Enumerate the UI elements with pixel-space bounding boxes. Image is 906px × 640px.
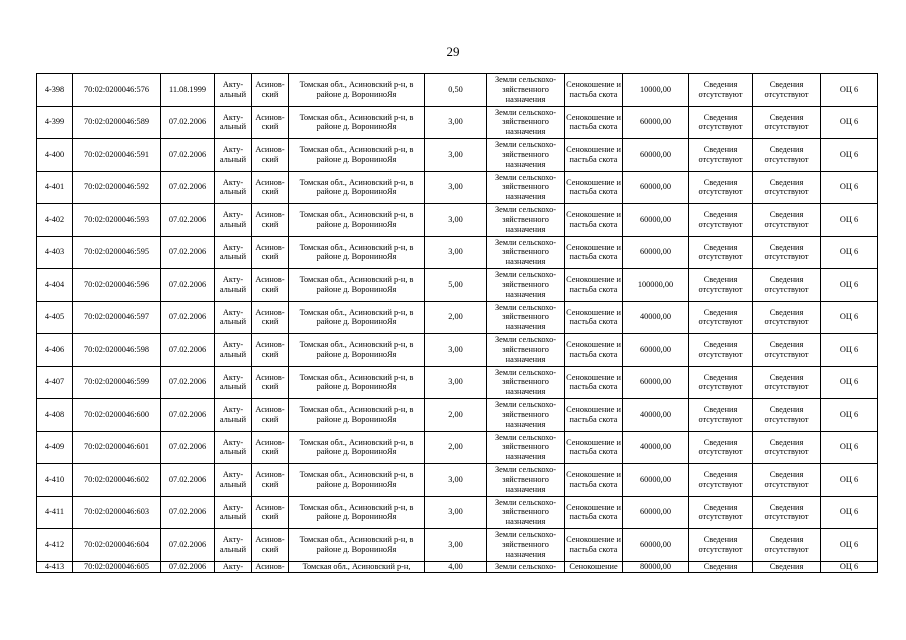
record-number-cell: 4-402 xyxy=(37,204,73,237)
record-status-cell: Акту-альный xyxy=(215,301,252,334)
owner-info-cell: Сведения отсутствуют xyxy=(689,204,753,237)
registration-date-cell: 07.02.2006 xyxy=(161,399,215,432)
district-name-cell: Асинов-ский xyxy=(252,106,289,139)
encumbrance-info-cell: Сведения отсутствуют xyxy=(753,529,821,562)
encumbrance-info-cell: Сведения отсутствуют xyxy=(753,236,821,269)
owner-info-cell: Сведения отсутствуют xyxy=(689,74,753,107)
table-row xyxy=(37,561,878,572)
cadastral-cost-cell: 60000,00 xyxy=(623,366,689,399)
registration-date-cell: 07.02.2006 xyxy=(161,529,215,562)
owner-info-cell: Сведения отсутствуют xyxy=(689,171,753,204)
owner-info-cell: Сведения отсутствуют xyxy=(689,269,753,302)
owner-info-cell: Сведения отсутствуют xyxy=(689,366,753,399)
land-category-cell: Земли сельскохо-зяйственного назначения xyxy=(487,464,565,497)
registration-date-cell: 07.02.2006 xyxy=(161,236,215,269)
valuation-code-cell: ОЦ 6 xyxy=(821,464,878,497)
permitted-use-cell: Сенокошение xyxy=(565,561,623,572)
cadastral-number-cell: 70:02:0200046:576 xyxy=(73,74,161,107)
district-name-cell: Асинов-ский xyxy=(252,171,289,204)
registration-date-cell: 07.02.2006 xyxy=(161,334,215,367)
parcel-area-cell: 3,00 xyxy=(425,496,487,529)
valuation-code-cell: ОЦ 6 xyxy=(821,171,878,204)
parcel-area-cell: 3,00 xyxy=(425,529,487,562)
land-category-cell: Земли сельскохо-зяйственного назначения xyxy=(487,74,565,107)
cadastral-number-cell: 70:02:0200046:593 xyxy=(73,204,161,237)
owner-info-cell: Сведения отсутствуют xyxy=(689,334,753,367)
parcel-address-cell: Томская обл., Асиновский р-н, в районе д. ВоронинoЯя xyxy=(289,171,425,204)
land-category-cell: Земли сельскохо-зяйственного назначения xyxy=(487,236,565,269)
record-status-cell: Акту-альный xyxy=(215,74,252,107)
land-category-cell: Земли сельскохо-зяйственного назначения xyxy=(487,366,565,399)
district-name-cell: Асинов-ский xyxy=(252,366,289,399)
parcel-address-cell: Томская обл., Асиновский р-н, в районе д. ВоронинoЯя xyxy=(289,366,425,399)
parcel-address-cell: Томская обл., Асиновский р-н, в районе д. ВоронинoЯя xyxy=(289,529,425,562)
valuation-code-cell: ОЦ 6 xyxy=(821,301,878,334)
table-row xyxy=(37,464,878,497)
cadastral-cost-cell: 60000,00 xyxy=(623,139,689,172)
encumbrance-info-cell: Сведения отсутствуют xyxy=(753,464,821,497)
permitted-use-cell: Сенокошение и пастьба скота xyxy=(565,334,623,367)
land-category-cell: Земли сельскохо-зяйственного назначения xyxy=(487,139,565,172)
cadastral-cost-cell: 60000,00 xyxy=(623,171,689,204)
district-name-cell: Асинов-ский xyxy=(252,431,289,464)
parcel-area-cell: 3,00 xyxy=(425,106,487,139)
permitted-use-cell: Сенокошение и пастьба скота xyxy=(565,269,623,302)
parcel-area-cell: 3,00 xyxy=(425,204,487,237)
cadastral-number-cell: 70:02:0200046:592 xyxy=(73,171,161,204)
registration-date-cell: 07.02.2006 xyxy=(161,171,215,204)
cadastral-cost-cell: 40000,00 xyxy=(623,431,689,464)
land-category-cell: Земли сельскохо-зяйственного назначения xyxy=(487,496,565,529)
registration-date-cell: 07.02.2006 xyxy=(161,139,215,172)
record-number-cell: 4-401 xyxy=(37,171,73,204)
parcel-address-cell: Томская обл., Асиновский р-н, в районе д. ВоронинoЯя xyxy=(289,204,425,237)
cadastral-cost-cell: 60000,00 xyxy=(623,236,689,269)
owner-info-cell: Сведения отсутствуют xyxy=(689,431,753,464)
registration-date-cell: 07.02.2006 xyxy=(161,269,215,302)
district-name-cell: Асинов-ский xyxy=(252,301,289,334)
record-status-cell: Акту-альный xyxy=(215,496,252,529)
valuation-code-cell: ОЦ 6 xyxy=(821,561,878,572)
owner-info-cell: Сведения отсутствуют xyxy=(689,301,753,334)
table-row xyxy=(37,236,878,269)
cadastral-cost-cell: 40000,00 xyxy=(623,301,689,334)
registration-date-cell: 07.02.2006 xyxy=(161,561,215,572)
table-row xyxy=(37,529,878,562)
encumbrance-info-cell: Сведения отсутствуют xyxy=(753,74,821,107)
parcel-area-cell: 3,00 xyxy=(425,171,487,204)
record-status-cell: Акту-альный xyxy=(215,399,252,432)
cadastral-number-cell: 70:02:0200046:602 xyxy=(73,464,161,497)
land-category-cell: Земли сельскохо-зяйственного назначения xyxy=(487,269,565,302)
cadastral-cost-cell: 80000,00 xyxy=(623,561,689,572)
district-name-cell: Асинов-ский xyxy=(252,496,289,529)
valuation-code-cell: ОЦ 6 xyxy=(821,334,878,367)
district-name-cell: Асинов-ский xyxy=(252,464,289,497)
valuation-code-cell: ОЦ 6 xyxy=(821,139,878,172)
record-number-cell: 4-413 xyxy=(37,561,73,572)
parcel-area-cell: 3,00 xyxy=(425,366,487,399)
permitted-use-cell: Сенокошение и пастьба скота xyxy=(565,301,623,334)
permitted-use-cell: Сенокошение и пастьба скота xyxy=(565,139,623,172)
record-number-cell: 4-405 xyxy=(37,301,73,334)
record-status-cell: Акту- xyxy=(215,561,252,572)
parcel-address-cell: Томская обл., Асиновский р-н, в районе д. ВоронинoЯя xyxy=(289,74,425,107)
table-row xyxy=(37,301,878,334)
land-category-cell: Земли сельскохо-зяйственного назначения xyxy=(487,334,565,367)
valuation-code-cell: ОЦ 6 xyxy=(821,204,878,237)
table-row xyxy=(37,431,878,464)
cadastral-number-cell: 70:02:0200046:596 xyxy=(73,269,161,302)
encumbrance-info-cell: Сведения отсутствуют xyxy=(753,269,821,302)
record-status-cell: Акту-альный xyxy=(215,204,252,237)
land-category-cell: Земли сельскохо-зяйственного назначения xyxy=(487,106,565,139)
table-row xyxy=(37,366,878,399)
registration-date-cell: 07.02.2006 xyxy=(161,366,215,399)
record-number-cell: 4-406 xyxy=(37,334,73,367)
land-category-cell: Земли сельскохо-зяйственного назначения xyxy=(487,204,565,237)
cadastral-number-cell: 70:02:0200046:604 xyxy=(73,529,161,562)
valuation-code-cell: ОЦ 6 xyxy=(821,496,878,529)
record-status-cell: Акту-альный xyxy=(215,334,252,367)
permitted-use-cell: Сенокошение и пастьба скота xyxy=(565,464,623,497)
land-category-cell: Земли сельскохо- xyxy=(487,561,565,572)
parcel-area-cell: 3,00 xyxy=(425,334,487,367)
record-number-cell: 4-411 xyxy=(37,496,73,529)
cadastral-cost-cell: 60000,00 xyxy=(623,464,689,497)
permitted-use-cell: Сенокошение и пастьба скота xyxy=(565,431,623,464)
record-status-cell: Акту-альный xyxy=(215,171,252,204)
record-status-cell: Акту-альный xyxy=(215,464,252,497)
encumbrance-info-cell: Сведения отсутствуют xyxy=(753,334,821,367)
cadastral-number-cell: 70:02:0200046:598 xyxy=(73,334,161,367)
table-row xyxy=(37,269,878,302)
registration-date-cell: 07.02.2006 xyxy=(161,106,215,139)
district-name-cell: Асинов-ский xyxy=(252,139,289,172)
cadastral-number-cell: 70:02:0200046:605 xyxy=(73,561,161,572)
parcel-address-cell: Томская обл., Асиновский р-н, в районе д. ВоронинoЯя xyxy=(289,139,425,172)
cadastral-cost-cell: 60000,00 xyxy=(623,204,689,237)
permitted-use-cell: Сенокошение и пастьба скота xyxy=(565,74,623,107)
owner-info-cell: Сведения отсутствуют xyxy=(689,399,753,432)
table-row xyxy=(37,171,878,204)
valuation-code-cell: ОЦ 6 xyxy=(821,431,878,464)
registration-date-cell: 07.02.2006 xyxy=(161,431,215,464)
valuation-code-cell: ОЦ 6 xyxy=(821,74,878,107)
table-row xyxy=(37,139,878,172)
record-status-cell: Акту-альный xyxy=(215,269,252,302)
record-status-cell: Акту-альный xyxy=(215,366,252,399)
parcel-area-cell: 3,00 xyxy=(425,139,487,172)
record-status-cell: Акту-альный xyxy=(215,431,252,464)
encumbrance-info-cell: Сведения отсутствуют xyxy=(753,106,821,139)
parcel-area-cell: 2,00 xyxy=(425,399,487,432)
record-status-cell: Акту-альный xyxy=(215,139,252,172)
record-number-cell: 4-408 xyxy=(37,399,73,432)
parcel-address-cell: Томская обл., Асиновский р-н, в районе д. ВоронинoЯя xyxy=(289,301,425,334)
table-row xyxy=(37,106,878,139)
parcel-area-cell: 5,00 xyxy=(425,269,487,302)
valuation-code-cell: ОЦ 6 xyxy=(821,529,878,562)
encumbrance-info-cell: Сведения отсутствуют xyxy=(753,171,821,204)
parcel-address-cell: Томская обл., Асиновский р-н, в районе д. ВоронинoЯя xyxy=(289,496,425,529)
record-number-cell: 4-409 xyxy=(37,431,73,464)
cadastral-number-cell: 70:02:0200046:591 xyxy=(73,139,161,172)
record-status-cell: Акту-альный xyxy=(215,236,252,269)
cadastral-cost-cell: 100000,00 xyxy=(623,269,689,302)
permitted-use-cell: Сенокошение и пастьба скота xyxy=(565,236,623,269)
permitted-use-cell: Сенокошение и пастьба скота xyxy=(565,171,623,204)
district-name-cell: Асинов-ский xyxy=(252,529,289,562)
district-name-cell: Асинов-ский xyxy=(252,74,289,107)
encumbrance-info-cell: Сведения отсутствуют xyxy=(753,301,821,334)
cadastral-cost-cell: 60000,00 xyxy=(623,334,689,367)
table-row xyxy=(37,204,878,237)
owner-info-cell: Сведения отсутствуют xyxy=(689,529,753,562)
cadastral-cost-cell: 40000,00 xyxy=(623,399,689,432)
cadastral-cost-cell: 60000,00 xyxy=(623,106,689,139)
parcel-address-cell: Томская обл., Асиновский р-н, в районе д. ВоронинoЯя xyxy=(289,269,425,302)
parcel-address-cell: Томская обл., Асиновский р-н, в районе д. ВоронинoЯя xyxy=(289,464,425,497)
cadastral-number-cell: 70:02:0200046:595 xyxy=(73,236,161,269)
cadastral-cost-cell: 60000,00 xyxy=(623,529,689,562)
record-number-cell: 4-410 xyxy=(37,464,73,497)
encumbrance-info-cell: Сведения отсутствуют xyxy=(753,366,821,399)
registration-date-cell: 07.02.2006 xyxy=(161,204,215,237)
owner-info-cell: Сведения отсутствуют xyxy=(689,496,753,529)
permitted-use-cell: Сенокошение и пастьба скота xyxy=(565,106,623,139)
table-row xyxy=(37,399,878,432)
permitted-use-cell: Сенокошение и пастьба скота xyxy=(565,529,623,562)
land-category-cell: Земли сельскохо-зяйственного назначения xyxy=(487,399,565,432)
parcel-area-cell: 2,00 xyxy=(425,431,487,464)
parcel-area-cell: 2,00 xyxy=(425,301,487,334)
land-category-cell: Земли сельскохо-зяйственного назначения xyxy=(487,529,565,562)
district-name-cell: Асинов-ский xyxy=(252,204,289,237)
land-registry-table xyxy=(36,73,878,573)
permitted-use-cell: Сенокошение и пастьба скота xyxy=(565,366,623,399)
owner-info-cell: Сведения отсутствуют xyxy=(689,236,753,269)
cadastral-number-cell: 70:02:0200046:600 xyxy=(73,399,161,432)
parcel-address-cell: Томская обл., Асиновский р-н, в районе д. ВоронинoЯя xyxy=(289,236,425,269)
table-body xyxy=(37,74,878,573)
parcel-area-cell: 4,00 xyxy=(425,561,487,572)
cadastral-cost-cell: 10000,00 xyxy=(623,74,689,107)
parcel-area-cell: 3,00 xyxy=(425,236,487,269)
district-name-cell: Асинов- xyxy=(252,561,289,572)
encumbrance-info-cell: Сведения отсутствуют xyxy=(753,431,821,464)
cadastral-number-cell: 70:02:0200046:601 xyxy=(73,431,161,464)
record-number-cell: 4-404 xyxy=(37,269,73,302)
parcel-area-cell: 0,50 xyxy=(425,74,487,107)
registration-date-cell: 07.02.2006 xyxy=(161,464,215,497)
record-number-cell: 4-398 xyxy=(37,74,73,107)
record-number-cell: 4-403 xyxy=(37,236,73,269)
permitted-use-cell: Сенокошение и пастьба скота xyxy=(565,399,623,432)
land-category-cell: Земли сельскохо-зяйственного назначения xyxy=(487,301,565,334)
parcel-address-cell: Томская обл., Асиновский р-н, в районе д. ВоронинoЯя xyxy=(289,399,425,432)
valuation-code-cell: ОЦ 6 xyxy=(821,366,878,399)
land-category-cell: Земли сельскохо-зяйственного назначения xyxy=(487,171,565,204)
district-name-cell: Асинов-ский xyxy=(252,236,289,269)
record-number-cell: 4-412 xyxy=(37,529,73,562)
parcel-address-cell: Томская обл., Асиновский р-н, в районе д. ВоронинoЯя xyxy=(289,431,425,464)
parcel-address-cell: Томская обл., Асиновский р-н, xyxy=(289,561,425,572)
registration-date-cell: 07.02.2006 xyxy=(161,301,215,334)
district-name-cell: Асинов-ский xyxy=(252,334,289,367)
encumbrance-info-cell: Сведения отсутствуют xyxy=(753,399,821,432)
owner-info-cell: Сведения отсутствуют xyxy=(689,106,753,139)
valuation-code-cell: ОЦ 6 xyxy=(821,399,878,432)
record-number-cell: 4-400 xyxy=(37,139,73,172)
encumbrance-info-cell: Сведения xyxy=(753,561,821,572)
encumbrance-info-cell: Сведения отсутствуют xyxy=(753,139,821,172)
table-row xyxy=(37,496,878,529)
owner-info-cell: Сведения отсутствуют xyxy=(689,464,753,497)
valuation-code-cell: ОЦ 6 xyxy=(821,269,878,302)
cadastral-number-cell: 70:02:0200046:599 xyxy=(73,366,161,399)
parcel-area-cell: 3,00 xyxy=(425,464,487,497)
registration-date-cell: 11.08.1999 xyxy=(161,74,215,107)
valuation-code-cell: ОЦ 6 xyxy=(821,106,878,139)
land-category-cell: Земли сельскохо-зяйственного назначения xyxy=(487,431,565,464)
owner-info-cell: Сведения xyxy=(689,561,753,572)
cadastral-cost-cell: 60000,00 xyxy=(623,496,689,529)
permitted-use-cell: Сенокошение и пастьба скота xyxy=(565,204,623,237)
table-row xyxy=(37,74,878,107)
record-number-cell: 4-399 xyxy=(37,106,73,139)
encumbrance-info-cell: Сведения отсутствуют xyxy=(753,496,821,529)
registration-date-cell: 07.02.2006 xyxy=(161,496,215,529)
district-name-cell: Асинов-ский xyxy=(252,269,289,302)
valuation-code-cell: ОЦ 6 xyxy=(821,236,878,269)
parcel-address-cell: Томская обл., Асиновский р-н, в районе д. ВоронинoЯя xyxy=(289,106,425,139)
encumbrance-info-cell: Сведения отсутствуют xyxy=(753,204,821,237)
parcel-address-cell: Томская обл., Асиновский р-н, в районе д. ВоронинoЯя xyxy=(289,334,425,367)
owner-info-cell: Сведения отсутствуют xyxy=(689,139,753,172)
record-status-cell: Акту-альный xyxy=(215,529,252,562)
permitted-use-cell: Сенокошение и пастьба скота xyxy=(565,496,623,529)
page-number: 29 xyxy=(446,44,460,59)
district-name-cell: Асинов-ский xyxy=(252,399,289,432)
record-number-cell: 4-407 xyxy=(37,366,73,399)
cadastral-number-cell: 70:02:0200046:597 xyxy=(73,301,161,334)
record-status-cell: Акту-альный xyxy=(215,106,252,139)
table-row xyxy=(37,334,878,367)
cadastral-number-cell: 70:02:0200046:603 xyxy=(73,496,161,529)
cadastral-number-cell: 70:02:0200046:589 xyxy=(73,106,161,139)
